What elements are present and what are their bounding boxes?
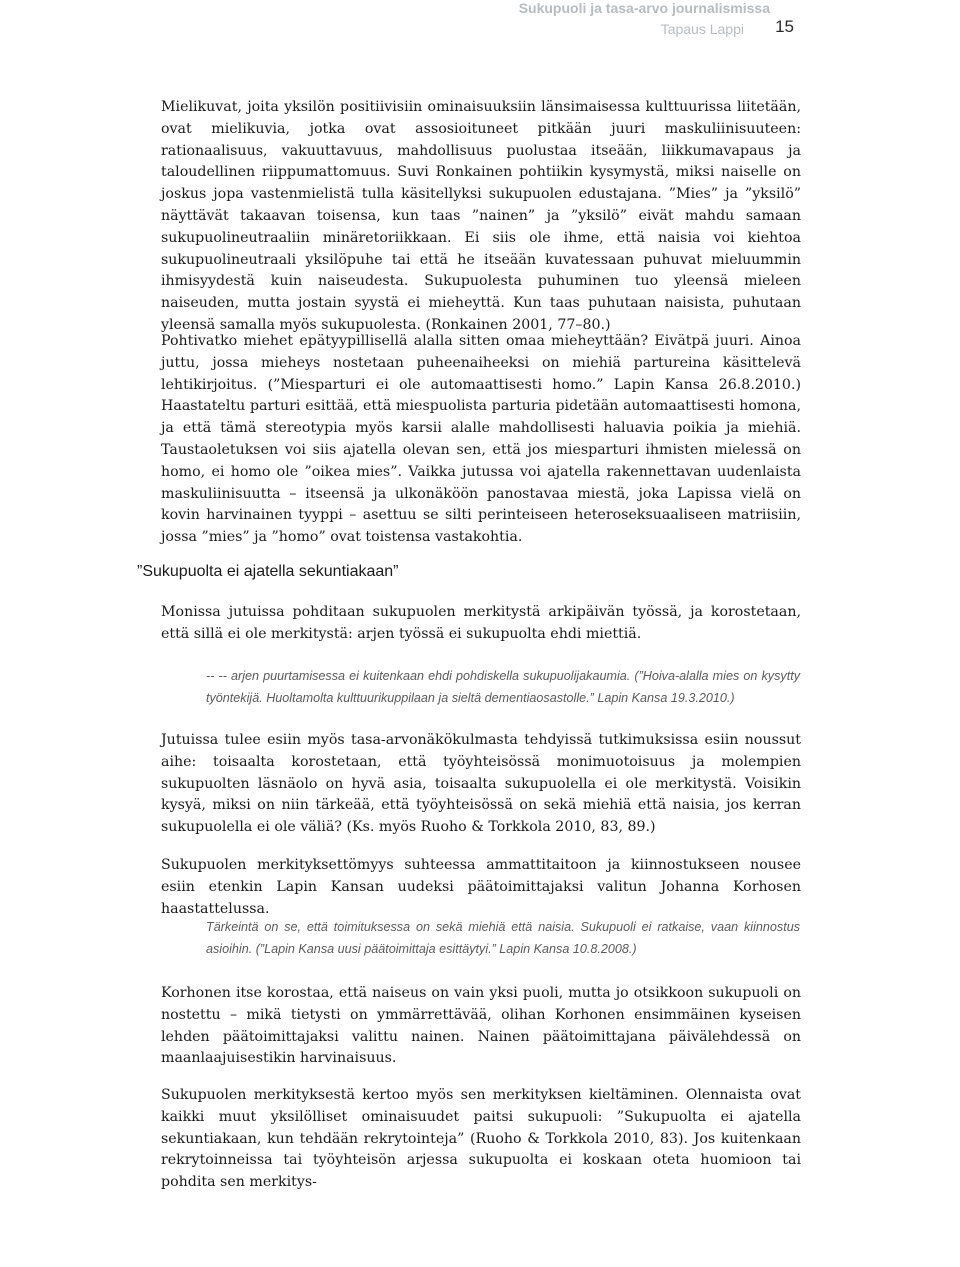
paragraph-korhonen: Korhonen itse korostaa, että naiseus on vain yksi puoli, mutta jo otsikkoon sukupuoli on nostettu – mikä tietysti on ymmärrettävää, olihan Korhonen ensimmäinen kyseisen lehden päätoimittajaksi valittu nainen. Nainen päätoimittajana päivälehdessä on maanlaajuisestikin harvinaisuus. [161,985,801,1067]
paragraph-masculinity-traits: Mielikuvat, joita yksilön positiivisiin ominaisuuksiin länsimaisessa kulttuurissa liitetään, ovat mielikuvia, jotka ovat assosioituneet pitkään juuri maskuliinisuuteen: rationaalisuus, vakuuttavuus, mahdollisuus puolustaa itseään, liikkumavapaus ja taloudellinen riippumattomuus. Suvi Ronkainen pohtiikin kysymystä, miksi naiselle on joskus jopa vastenmielistä tulla käsitellyksi sukupuolen edustajana. ”Mies” ja ”yksilö” näyttävät takaavan toisensa, kun taas ”nainen” ja ”yksilö” eivät mahdu samaan sukupuolineutraaliin minäretoriikkaan. Ei siis ole ihme, että naisia voi kiehtoa sukupuolineutraali yksilöpuhe tai että he itseään kuvatessaan puhuvat mieluummin ihmisyydestä kuin naiseudesta. Sukupuolesta puhuminen tuo yleensä mieleen naiseuden, mutta jostain syystä ei mieheyttä. Kun taas puhutaan naisista, puhutaan yleensä samalla myös sukupuolesta. (Ronkainen 2001, 77–80.) [161,99,801,333]
block-quote-editor: Tärkeintä on se, että toimituksessa on sekä miehiä että naisia. Sukupuoli ei ratkaise, vaan kiinnostus asioihin. (”Lapin Kansa uusi päätoimittaja esittäytyi.” Lapin Kansa 10.8.2008.) [206,920,800,956]
section-heading: ”Sukupuolta ei ajatella sekuntiakaan” [137,563,399,580]
paragraph-diversity: Jutuissa tulee esiin myös tasa-arvonäkökulmasta tehdyissä tutkimuksissa esiin noussut aihe: toisaalta korostetaan, että työyhteisössä monimuotoisuus ja molempien sukupuolten läsnäolo on hyvä asia, toisaalta sukupuolella ei ole merkitystä. Voisikin kysyä, miksi on niin tärkeää, että työyhteisössä on sekä miehiä että naisia, jos kerran sukupuolella ei ole väliä? (Ks. myös Ruoho & Torkkola 2010, 83, 89.) [161,732,801,836]
paragraph-irrelevance: Sukupuolen merkityksettömyys suhteessa ammattitaitoon ja kiinnostukseen nousee esiin etenkin Lapin Kansan uudeksi päätoimittajaksi valitun Johanna Korhosen haastattelussa. [161,857,801,917]
running-header [0,0,960,45]
page-number: 15 [775,17,794,36]
journal-title: Sukupuoli ja tasa-arvo journalismissa [518,0,770,16]
author-name: Tapaus Lappi [660,21,744,37]
block-quote-care-work: -- -- arjen puurtamisessa ei kuitenkaan ehdi pohdiskella sukupuolijakaumia. (”Hoiva-alalla mies on kysytty työntekijä. Huoltamolta kulttuurikuppilaan ja sieltä dementiaosastolle.” Lapin Kansa 19.3.2010.) [206,669,800,705]
paragraph-denial: Sukupuolen merkityksestä kertoo myös sen merkityksen kieltäminen. Olennaista ovat kaikki muut yksilölliset ominaisuudet paitsi sukupuoli: ”Sukupuolta ei ajatella sekuntiakaan, kun tehdään rekrytointeja” (Ruoho & Torkkola 2010, 83). Jos kuitenkaan rekrytoinneissa tai työyhteisön arjessa sukupuolta ei koskaan oteta huomioon tai pohdita sen merkitys- [161,1087,801,1191]
paragraph-gender-meaning: Monissa jutuissa pohditaan sukupuolen merkitystä arkipäivän työssä, ja korostetaan, että sillä ei ole merkitystä: arjen työssä ei sukupuolta ehdi miettiä. [161,604,801,642]
paragraph-male-barbers: Pohtivatko miehet epätyypillisellä alalla sitten omaa mieheyttään? Eivätpä juuri. Ainoa juttu, jossa mieheys nostetaan puheenaiheeksi on miehiä partureina käsittelevä lehtikirjoitus. (”Miesparturi ei ole automaattisesti homo.” Lapin Kansa 26.8.2010.) Haastateltu parturi esittää, että miespuolista parturia pidetään automaattisesti homona, ja että tämä stereotypia myös karsii alalle mahdollisesti haluavia poikia ja miehiä. Taustaoletuksen voi siis ajatella olevan sen, että jos miesparturi ihmisten mielessä on homo, ei homo ole ”oikea mies”. Vaikka jutussa voi ajatella rakennettavan uudenlaista maskuliinisuutta – itseensä ja ulkonäköön panostavaa miestä, joka Lapissa vielä on kovin harvinainen tyyppi – asettuu se silti perinteiseen heteroseksuaaliseen matriisiin, jossa ”mies” ja ”homo” ovat toistensa vastakohtia. [161,333,801,546]
